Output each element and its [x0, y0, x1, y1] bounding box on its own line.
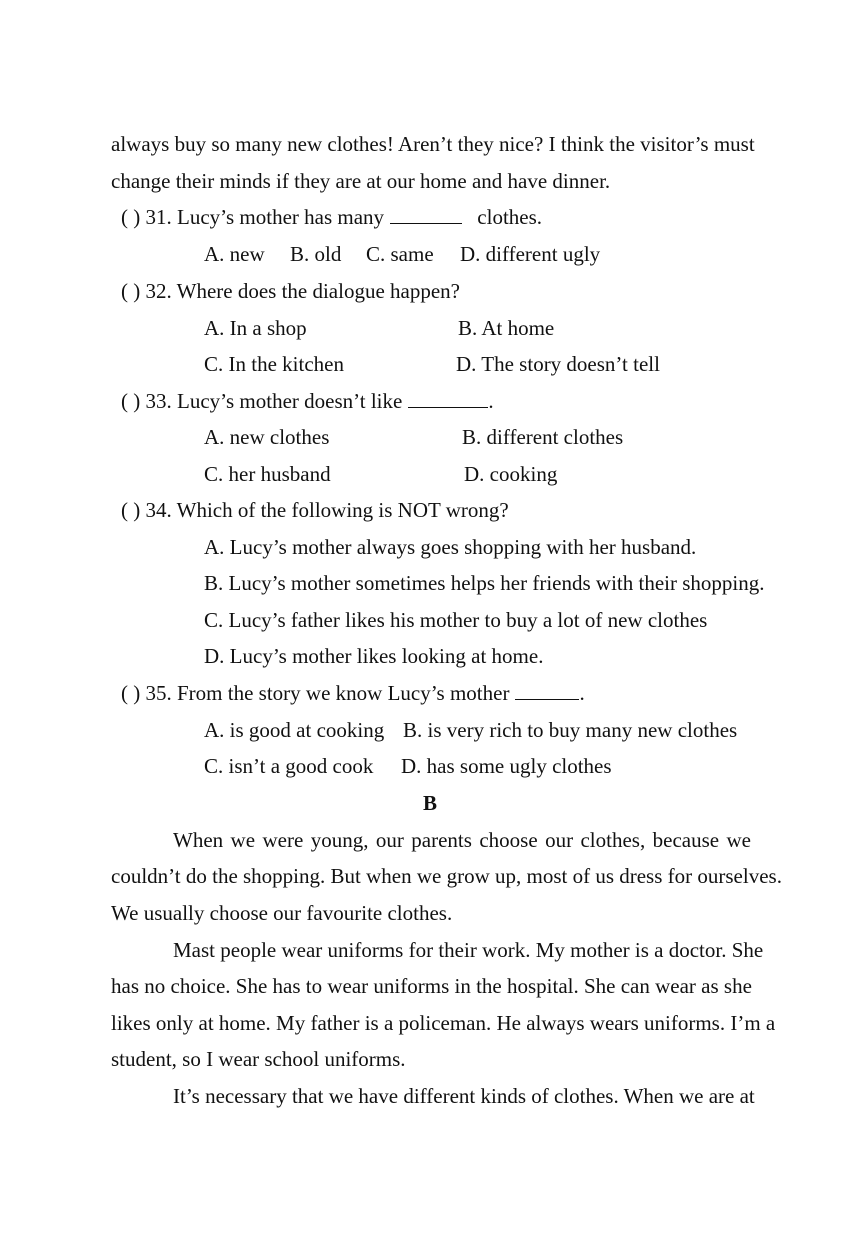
option: D. cooking — [464, 462, 558, 486]
passage-line: change their minds if they are at our home and have dinner. — [111, 169, 611, 193]
option: C. her husband — [204, 462, 331, 486]
question-31 — [121, 204, 542, 230]
paragraph-line: We usually choose our favourite clothes. — [111, 901, 453, 925]
question-stem: 32. Where does the dialogue happen? — [145, 279, 460, 303]
paragraph-line: likes only at home. My father is a policeman. He always wears uniforms. I’m a — [111, 1011, 776, 1035]
question-stem: 33. Lucy’s mother doesn’t like — [145, 389, 403, 413]
question-stem: 35. From the story we know Lucy’s mother — [145, 681, 510, 705]
answer-bracket: ( ) — [121, 681, 141, 705]
option: A. new clothes — [204, 425, 330, 449]
option: C. same — [366, 242, 434, 266]
option: A. is good at cooking — [204, 718, 385, 742]
paragraph-line: It’s necessary that we have different kinds of clothes. When we are at — [173, 1084, 755, 1108]
question-32 — [121, 278, 460, 304]
paragraph-line: has no choice. She has to wear uniforms in the hospital. She can wear as she — [111, 974, 752, 998]
passage-line: always buy so many new clothes! Aren’t they nice? I think the visitor’s must — [111, 132, 755, 156]
answer-bracket: ( ) — [121, 279, 141, 303]
option: A. Lucy’s mother always goes shopping with her husband. — [204, 535, 697, 559]
question-33 — [121, 388, 494, 414]
option: C. Lucy’s father likes his mother to buy a lot of new clothes — [204, 608, 708, 632]
answer-blank — [408, 389, 488, 408]
answer-bracket: ( ) — [121, 498, 141, 522]
question-35 — [121, 680, 585, 706]
option: C. isn’t a good cook — [204, 754, 374, 778]
question-stem-end: clothes. — [477, 205, 543, 229]
paragraph-line: When we were young, our parents choose our clothes, because we — [173, 828, 751, 852]
paragraph-line: couldn’t do the shopping. But when we grow up, most of us dress for ourselves. — [111, 864, 782, 888]
question-34 — [121, 497, 509, 523]
answer-blank — [515, 681, 579, 700]
question-stem-end: . — [579, 681, 585, 705]
option: B. At home — [458, 316, 555, 340]
option: D. different ugly — [460, 242, 601, 266]
option: D. The story doesn’t tell — [456, 352, 660, 376]
paragraph-line: Mast people wear uniforms for their work. My mother is a doctor. She — [173, 938, 764, 962]
answer-blank — [390, 205, 462, 224]
option: A. In a shop — [204, 316, 307, 340]
option: B. is very rich to buy many new clothes — [403, 718, 738, 742]
paragraph-line: student, so I wear school uniforms. — [111, 1047, 406, 1071]
section-heading: B — [422, 791, 437, 815]
question-stem: 34. Which of the following is NOT wrong? — [145, 498, 509, 522]
option: B. different clothes — [462, 425, 624, 449]
option: B. Lucy’s mother sometimes helps her friends with their shopping. — [204, 571, 765, 595]
answer-bracket: ( ) — [121, 205, 141, 229]
option: C. In the kitchen — [204, 352, 344, 376]
answer-bracket: ( ) — [121, 389, 141, 413]
option: B. old — [290, 242, 342, 266]
question-stem: 31. Lucy’s mother has many — [145, 205, 385, 229]
option: D. has some ugly clothes — [401, 754, 612, 778]
question-stem-end: . — [488, 389, 494, 413]
option: A. new — [204, 242, 265, 266]
option: D. Lucy’s mother likes looking at home. — [204, 644, 544, 668]
